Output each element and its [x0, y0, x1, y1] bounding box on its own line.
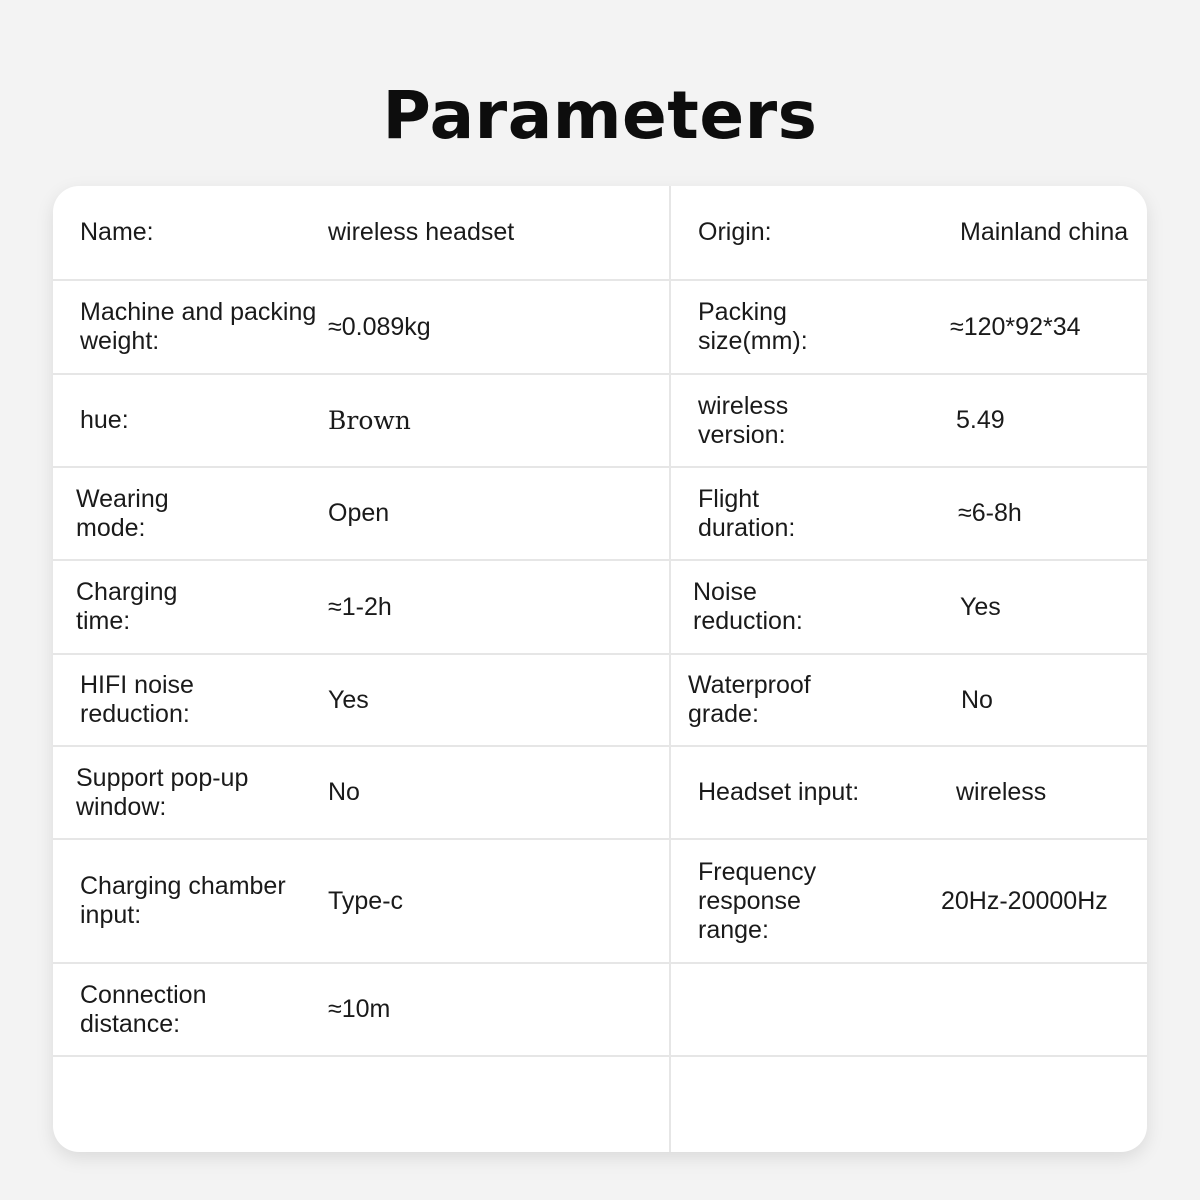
table-row-hifi: [53, 655, 1147, 747]
param-value-headset-input: wireless: [956, 778, 1047, 806]
param-label-empty-2: [80, 1057, 320, 1152]
param-value-name: wireless headset: [328, 218, 515, 246]
param-value-frequency-response: 20Hz-20000Hz: [941, 886, 1108, 915]
param-label-popup: Support pop-up window:: [76, 763, 249, 821]
param-label-connection-distance: Connection distance:: [80, 980, 207, 1038]
param-label-empty: [698, 964, 918, 1055]
param-value-empty-3: [940, 1057, 1140, 1152]
param-value-origin: Mainland china: [960, 218, 1129, 246]
param-value-flight-duration: ≈6-8h: [958, 499, 1022, 527]
param-label-wearing-mode: Wearing mode:: [76, 484, 169, 542]
table-row-connection-distance: [53, 964, 1147, 1057]
param-label-flight-duration: Flight duration:: [698, 484, 796, 542]
param-value-hifi: Yes: [328, 685, 369, 714]
table-row-charging-time: [53, 561, 1147, 655]
param-value-popup: No: [328, 778, 360, 806]
param-label-waterproof: Waterproof grade:: [688, 671, 811, 728]
param-value-noise-reduction: Yes: [960, 592, 1001, 621]
param-value-weight: ≈0.089kg: [328, 312, 431, 341]
param-value-waterproof: No: [961, 685, 993, 714]
param-value-empty-2: [328, 1057, 658, 1152]
page-title: Parameters: [382, 77, 818, 154]
param-value-hue: Brown: [328, 406, 411, 435]
param-value-charging-time: ≈1-2h: [328, 592, 392, 621]
param-label-charging-input: Charging chamber input:: [80, 872, 286, 929]
param-label-hue: hue:: [80, 406, 129, 434]
param-label-empty-3: [698, 1057, 918, 1152]
table-row-wearing-mode: [53, 468, 1147, 561]
param-label-name: Name:: [80, 218, 154, 246]
param-label-headset-input: Headset input:: [698, 778, 860, 806]
param-value-wireless-version: 5.49: [956, 406, 1005, 434]
param-label-origin: Origin:: [698, 218, 772, 246]
param-label-frequency-response: Frequency response range:: [698, 857, 817, 944]
param-label-charging-time: Charging time:: [76, 578, 178, 635]
param-label-noise-reduction: Noise reduction:: [693, 578, 803, 635]
parameters-table: [53, 186, 1147, 1152]
param-label-wireless-version: wireless version:: [698, 391, 789, 449]
param-value-empty: [940, 964, 1140, 1055]
table-row-hue: [53, 375, 1147, 468]
param-value-packing-size: ≈120*92*34: [950, 312, 1081, 341]
table-row-weight: [53, 281, 1147, 375]
table-row-name: [53, 186, 1147, 281]
param-label-packing-size: Packing size(mm):: [698, 298, 808, 355]
param-label-weight: Machine and packing weight:: [80, 298, 317, 355]
column-divider: [669, 186, 671, 1152]
param-value-charging-input: Type-c: [328, 886, 404, 915]
table-row-empty: [53, 1057, 1147, 1152]
param-label-hifi: HIFI noise reduction:: [80, 671, 194, 728]
param-value-wearing-mode: Open: [328, 499, 390, 527]
table-row-popup: [53, 747, 1147, 840]
param-value-connection-distance: ≈10m: [328, 995, 391, 1023]
table-row-charging-input: [53, 840, 1147, 964]
